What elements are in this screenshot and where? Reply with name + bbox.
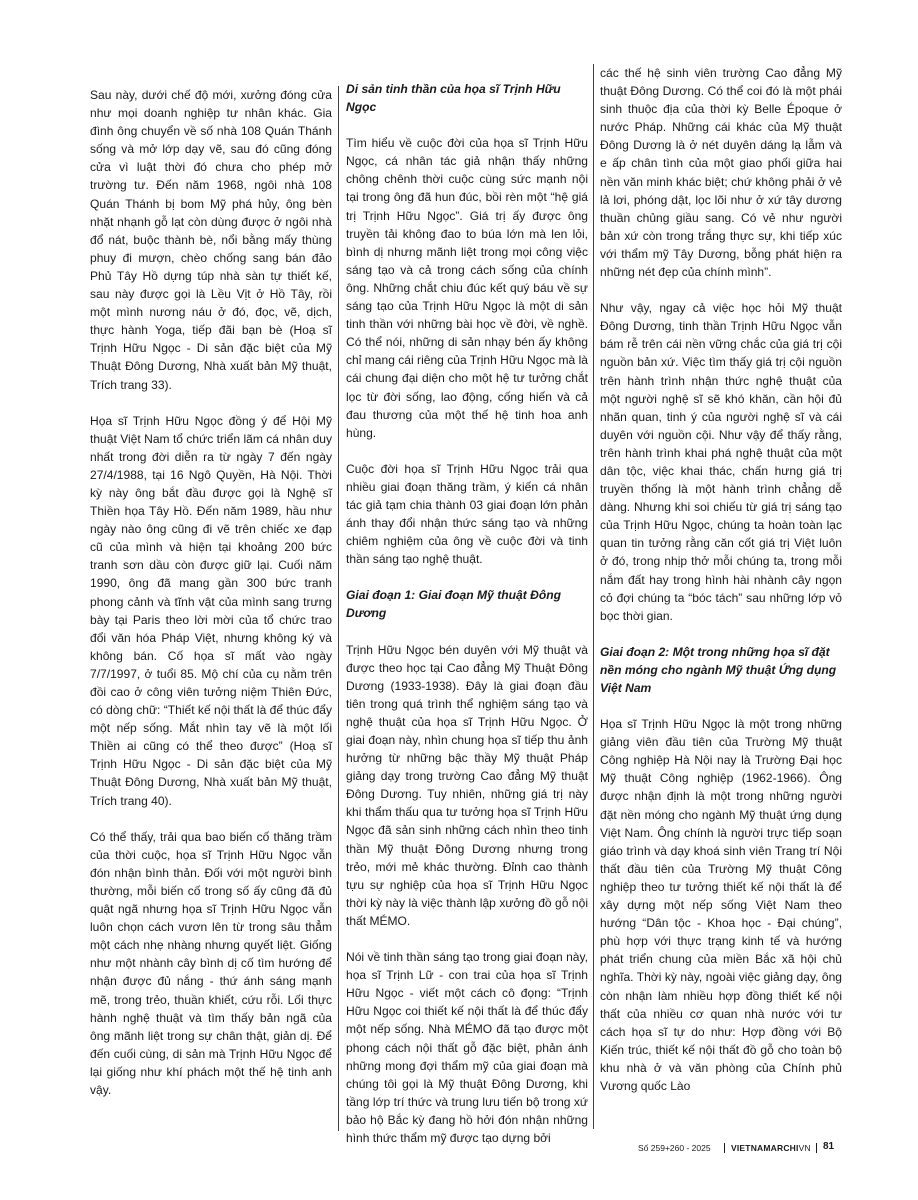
paragraph: Nói về tinh thần sáng tạo trong giai đoạn này, họa sĩ Trịnh Lữ - con trai của họa sĩ Trịnh Hữu Ngọc - viết một cách cô đọng: “Trịnh Hữu Ngọc coi thiết kế nội thất là để thúc đẩy một nếp sống. Nhà MÉMO đã tạo được một phong cách nội thất gỗ đặc biệt, phản ánh những mong đợi thẩm mỹ của giai đoạn mà chúng tôi gọi là Mỹ thuật Đông Dương, khi tầng lớp trí thức và trung lưu tiến bộ trong xứ bảo hộ Bắc kỳ đang hồ hởi đón nhận những hình thức thẩm mỹ được tạo dựng bởi (346, 950, 588, 1145)
footer-divider (724, 1143, 725, 1153)
paragraph: Sau này, dưới chế độ mới, xưởng đóng cửa như mọi doanh nghiệp tư nhân khác. Gia đình ông chuyển về số nhà 108 Quán Thánh sống và mở lớp dạy vẽ, sau đó cũng đóng cửa vì luật thời đó chưa cho phép mở trường tư. Đến năm 1968, ngôi nhà 108 Quán Thánh bị bom Mỹ phá hủy, ông bèn nhặt nhạnh gỗ lạt còn dùng được ở ngôi nhà đổ nát, buộc thành bè, nổi bằng mấy thùng phuy đi mượn, chèo chống sang bán đảo Phủ Tây Hồ dựng túp nhà sàn tự thiết kế, sau này được gọi là Lều Vịt ở Hồ Tây, rồi một mình nương náu ở đó, đọc, vẽ, dịch, thực hành Yoga, tiếp đãi bạn bè (Hoạ sĩ Trịnh Hữu Ngọc - Di sản đặc biệt của Mỹ Thuật Đông Dương, Nhà xuất bản Mỹ thuật, Trích trang 33). (90, 88, 332, 392)
section-heading: Di sản tinh thần của họa sĩ Trịnh Hữu Ngọc (346, 82, 561, 115)
text-column-1 (90, 86, 332, 1117)
page-number: 81 (823, 1141, 835, 1152)
paragraph: Cuộc đời họa sĩ Trịnh Hữu Ngọc trải qua nhiều giai đoạn thăng trầm, ý kiến cá nhân tác giả tạm chia thành 03 giai đoạn lớn phản ánh thay đổi nhận thức sáng tạo và những chiêm nghiệm của ông về cuộc đời và tinh thần sáng tạo nghệ thuật. (346, 461, 588, 567)
column-divider (593, 64, 594, 1129)
issue-number: Số 259+260 - 2025 (638, 1143, 711, 1153)
magazine-brand (731, 1140, 811, 1156)
text-column-3 (600, 64, 842, 1113)
section-heading: Giai đoạn 2: Một trong những họa sĩ đặt nền móng cho ngành Mỹ thuật Ứng dụng Việt Nam (600, 644, 837, 695)
paragraph: Tìm hiểu về cuộc đời của họa sĩ Trịnh Hữu Ngọc, cá nhân tác giả nhận thấy những chông chênh thời cuộc cùng sức mạnh nội tại trong ông đã hun đúc, bồi rèn một “hệ giá trị Trịnh Hữu Ngọc”. Giá trị ấy được ông truyền tải không đao to búa lớn mà len lỏi, bình dị nhưng mãnh liệt trong mọi công việc sáng tạo và cả trong cách sống của chính ông. Những chắt chiu đúc kết quý báu về sự sáng tạo của Trịnh Hữu Ngọc là một di sản tinh thần với những bài học về đời, về nghề. Có thể nói, những di sản nhạy bén ấy không chỉ mang cái riêng của Trịnh Hữu Ngọc mà là cái chung đại diện cho một hệ tư tưởng chắt lọc từ đời sống, lao động, cống hiến và cả đau thương của một thế hệ tinh hoa anh hùng. (346, 136, 588, 440)
brand-name: VIETNAMARCHI (731, 1143, 799, 1153)
paragraph: Họa sĩ Trịnh Hữu Ngọc đồng ý để Hội Mỹ thuật Việt Nam tổ chức triển lãm cá nhân duy nhất trong đời diễn ra từ ngày 7 đến ngày 27/4/1988, tại 16 Ngô Quyền, Hà Nội. Thời kỳ này ông bắt đầu được gọi là Nghệ sĩ Thiền họa Tây Hồ. Đến năm 1989, hầu như ngày nào ông cũng đi vẽ trên chiếc xe đạp cũ của mình và hiện tại khoảng 200 bức tranh sơn dầu còn được giữ lại. Cuối năm 1990, ông đã mang gần 300 bức tranh phong cảnh và tĩnh vật của mình sang trưng bày tại Paris theo lời mời của tổ chức trao đổi văn hóa Pháp Việt, nhưng không ký và không bán. Cố họa sĩ mất vào ngày 7/7/1997, ở tuổi 85. Mộ chí của cụ nằm trên đồi cao ở công viên tưởng niệm Thiên Đức, có dòng chữ: “Thiết kế nội thất là để thúc đẩy một nếp sống. Mắt nhìn tay vẽ là một lối Thiền ai cũng có thể theo được” (Hoạ sĩ Trịnh Hữu Ngọc - Di sản đặc biệt của Mỹ Thuật Đông Dương, Nhà xuất bản Mỹ thuật, Trích trang 40). (90, 413, 332, 808)
paragraph: Trịnh Hữu Ngọc bén duyên với Mỹ thuật và được theo học tại Cao đẳng Mỹ Thuật Đông Dương (1933-1938). Đây là giai đoạn đầu tiên trong quá trình thể nghiệm sáng tạo và nghệ thuật của họa sĩ Trịnh Hữu Ngọc. Ở giai đoạn này, nhìn chung họa sĩ tiếp thu ảnh hưởng từ những bậc thầy Mỹ thuật Pháp giảng dạy trong trường Cao đẳng Mỹ thuật Đông Dương. Tuy nhiên, những giá trị này khi thẩm thấu qua tư tưởng họa sĩ Trịnh Hữu Ngọc đã sản sinh những cách nhìn theo tinh thần Mỹ thuật Đông Dương nhưng trong trẻo, mới mẻ khác thường. Đỉnh cao thành tựu sự nghiệp của họa sĩ Trịnh Hữu Ngọc thời kỳ này là việc thành lập xưởng đồ gỗ nội thất MÉMO. (346, 642, 588, 928)
paragraph: Như vậy, ngay cả việc học hỏi Mỹ thuật Đông Dương, tinh thần Trịnh Hữu Ngọc vẫn bám rễ trên cái nền vững chắc của giá trị cội nguồn bản xứ. Việc tìm thấy giá trị cội nguồn trên hành trình nhận thức nghệ thuật của một người nghệ sĩ sẽ khó khăn, cần hội đủ nhãn quan, tinh ý của người nghệ sĩ và cái duyên với nguồn cội. Như vậy để thấy rằng, trên hành trình khai phá nghệ thuật của một dân tộc, việc khai thác, chấn hưng giá trị truyền thống là một hành trình chẳng dễ dàng. Nhưng khi soi chiếu từ giá trị sáng tạo của Trịnh Hữu Ngọc, chúng ta hoàn toàn lạc quan tin tưởng rằng căn cốt giá trị Việt luôn ở đó, trong nhịp thở mỗi chúng ta, trong mỗi nắm đất hay trong hình hài nhành cây ngọn cỏ đợi chúng ta “bóc tách” sau những lớp vỏ bọc thời gian. (600, 301, 842, 623)
paragraph: các thế hệ sinh viên trường Cao đẳng Mỹ thuật Đông Dương. Có thể coi đó là một phái sinh thuộc địa của thời kỳ Belle Époque ở nước Pháp. Những cái khác của Mỹ thuật Đông Dương là ở nét duyên dáng lạ lẫm và e ấp chân tình của một giao phối giữa hai nền văn minh khác biệt; chứ không phải ở vẻ lả lơi, phóng dật, lọc lõi như ở xứ tây dương thuần chủng giầu sang. Có vẻ như người bản xứ còn trong trắng thực sự, khi tiếp xúc với thẩm mỹ Tây Dương, bỗng phát hiện ra những nét đẹp của chính mình”. (600, 66, 842, 280)
text-column-2 (346, 80, 588, 1165)
page-footer (638, 1140, 838, 1156)
footer-divider (816, 1143, 817, 1153)
section-heading: Giai đoạn 1: Giai đoạn Mỹ thuật Đông Dương (346, 588, 562, 621)
paragraph: Có thể thấy, trải qua bao biến cố thăng trầm của thời cuộc, họa sĩ Trịnh Hữu Ngọc vẫn đón nhận bình thản. Đối với một người bình thường, mỗi biến cố trong số ấy cũng đã đủ quật ngã nhưng họa sĩ Trịnh Hữu Ngọc vẫn luôn chọn cách vươn lên từ trong sâu thẳm một cách nhẹ nhàng nhưng quyết liệt. Giống như một nhành cây bình dị cố tìm hướng để nhận được đủ nắng - thứ ánh sáng mạnh mẽ, trong trẻo, thuần khiết, cứu rỗi. Lối thực hành nghệ thuật và tìm thấy bản ngã của ông mãnh liệt trong sự chân thật, giản dị. Để đến cuối cùng, di sản mà Trịnh Hữu Ngọc để lại giống như khí phách một thế hệ tinh anh vậy. (90, 829, 332, 1097)
paragraph: Họa sĩ Trịnh Hữu Ngọc là một trong những giảng viên đầu tiên của Trường Mỹ thuật Công nghiệp Hà Nội nay là Trường Đại học Mỹ thuật Công nghiệp (1962-1966). Ông được nhận định là một trong những người đặt nền móng cho ngành Mỹ thuật ứng dụng Việt Nam. Ông chính là người trực tiếp soạn giáo trình và dạy khoá sinh viên Trang trí Nội thất đầu tiên của Trường Mỹ thuật Công nghiệp theo tư tưởng thiết kế nội thất là để xây dựng một nếp sống Việt Nam theo hướng “Dân tộc - Khoa học - Đại chúng”, phù hợp với thực trạng kinh tế và hướng phát triển chung của miền Bắc xã hội chủ nghĩa. Thời kỳ này, ngoài việc giảng dạy, ông còn nhận làm nhiều hợp đồng thiết kế nội thất của nhiều cơ quan nhà nước với tư cách họa sĩ tự do như: Hợp đồng với Bộ Kiến trúc, thiết kế nội thất đồ gỗ cho toàn bộ khu nhà ở và văn phòng của Chính phủ Vương quốc Lào (600, 717, 842, 1093)
column-divider (338, 86, 339, 1131)
brand-suffix: VN (798, 1143, 811, 1153)
